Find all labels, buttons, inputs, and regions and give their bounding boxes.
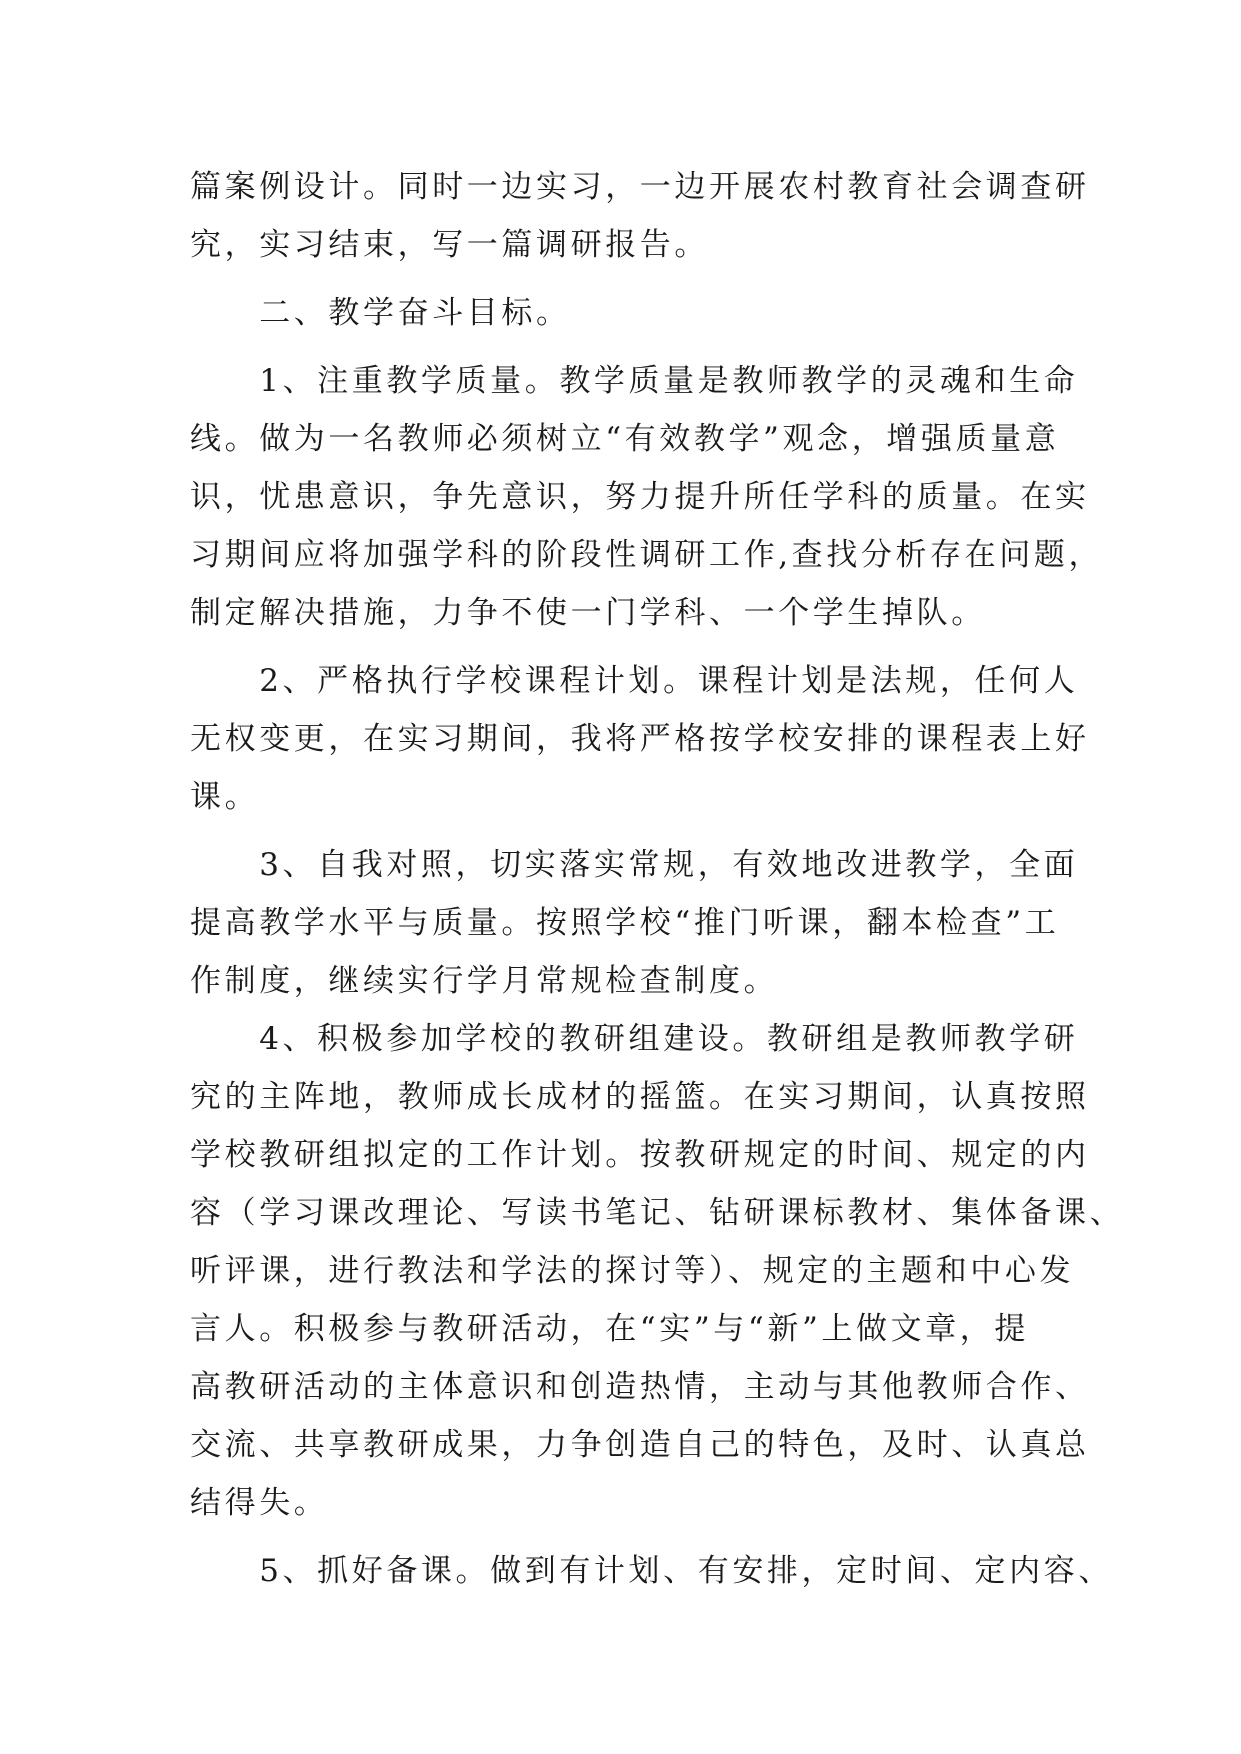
text-line: 究的主阵地，教师成长成材的摇篮。在实习期间，认真按照 bbox=[190, 1079, 1090, 1115]
text-line: 听评课，进行教法和学法的探讨等）、规定的主题和中心发 bbox=[190, 1253, 1075, 1289]
text-line: 4、积极参加学校的教研组建设。教研组是教师教学研 bbox=[190, 1021, 1079, 1057]
text-line: 容（学习课改理论、写读书笔记、钻研课标教材、集体备课、 bbox=[190, 1195, 1125, 1231]
text-line: 2、严格执行学校课程计划。课程计划是法规，任何人 bbox=[190, 663, 1079, 699]
text-line: 线。做为一名教师必须树立“有效教学”观念，增强质量意 bbox=[190, 421, 1060, 457]
text-line: 课。 bbox=[190, 779, 260, 815]
text-line: 究，实习结束，写一篇调研报告。 bbox=[190, 227, 709, 263]
text-line: 5、抓好备课。做到有计划、有安排，定时间、定内容、 bbox=[190, 1553, 1113, 1589]
text-line: 学校教研组拟定的工作计划。按教研规定的时间、规定的内 bbox=[190, 1137, 1090, 1173]
text-line: 1、注重教学质量。教学质量是教师教学的灵魂和生命 bbox=[190, 363, 1079, 399]
text-line: 无权变更，在实习期间，我将严格按学校安排的课程表上好 bbox=[190, 721, 1090, 757]
text-line: 高教研活动的主体意识和创造热情，主动与其他教师合作、 bbox=[190, 1369, 1090, 1405]
document-body bbox=[190, 158, 1125, 1600]
text-line: 篇案例设计。同时一边实习，一边开展农村教育社会调查研 bbox=[190, 169, 1090, 205]
text-line: 交流、共享教研成果，力争创造自己的特色，及时、认真总 bbox=[190, 1427, 1090, 1463]
text-line: 制定解决措施，力争不使一门学科、一个学生掉队。 bbox=[190, 595, 986, 631]
text-line: 作制度，继续实行学月常规检查制度。 bbox=[190, 963, 779, 999]
text-line: 言人。积极参与教研活动，在“实”与“新”上做文章，提 bbox=[190, 1311, 1029, 1347]
text-line: 习期间应将加强学科的阶段性调研工作,查找分析存在问题， bbox=[190, 537, 1104, 573]
text-line: 识，忧患意识，争先意识，努力提升所任学科的质量。在实 bbox=[190, 479, 1090, 515]
section-heading: 二、教学奋斗目标。 bbox=[190, 295, 571, 331]
text-line: 3、自我对照，切实落实常规，有效地改进教学，全面 bbox=[190, 847, 1079, 883]
text-line: 结得失。 bbox=[190, 1485, 329, 1521]
text-line: 提高教学水平与质量。按照学校“推门听课，翻本检查”工 bbox=[190, 905, 1060, 941]
